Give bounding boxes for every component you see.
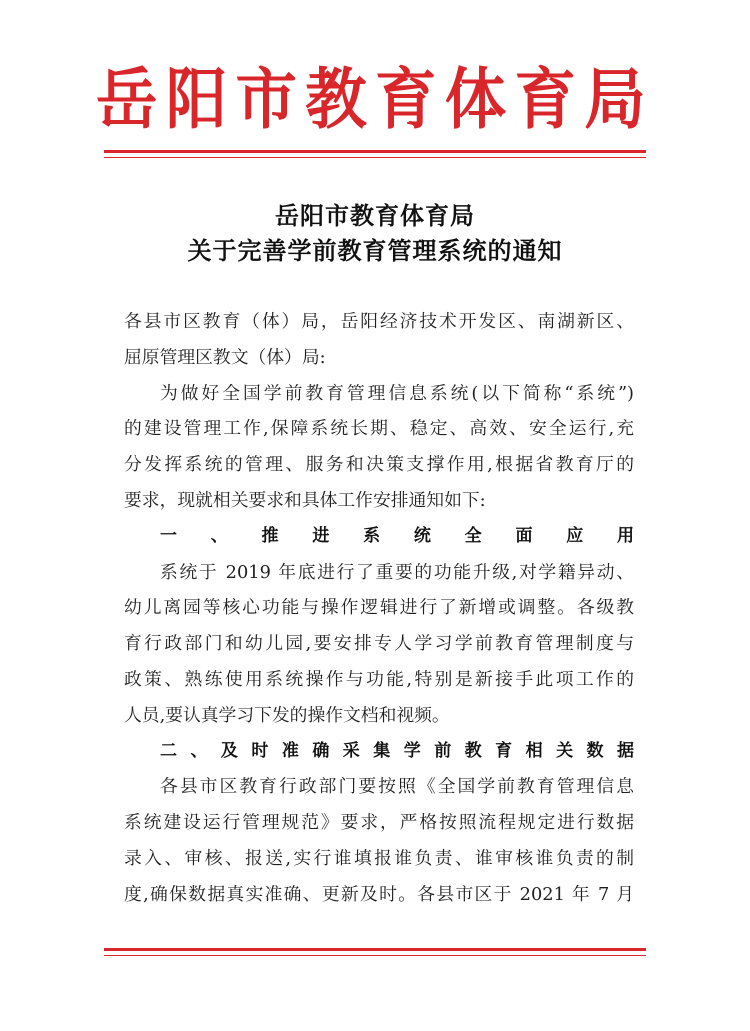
section2-line1: 各县市区教育行政部门要按照《全国学前教育管理信息 [160,776,634,798]
intro-line1: 为做好全国学前教育管理信息系统(以下简称“系统”) [160,382,634,404]
section1-line1: 系统于 2019 年底进行了重要的功能升级,对学籍异动、 [160,561,634,583]
intro-line4: 要求，现就相关要求和具体工作安排通知如下: [124,489,486,511]
section1-line3: 育行政部门和幼儿园,要安排专人学习学前教育管理制度与 [124,633,634,655]
section2-line4: 度,确保数据真实准确、更新及时。各县市区于 2021 年 7 月 [124,883,634,905]
section1-line4: 政策、熟练使用系统操作与功能,特别是新接手此项工作的 [124,668,634,690]
header-divider-thin [104,157,646,158]
intro-line2: 的建设管理工作,保障系统长期、稳定、高效、安全运行,充 [124,418,634,440]
section2-line3: 录入、审核、报送,实行谁填报谁负责、谁审核谁负责的制 [124,847,634,869]
section1-line5: 人员,要认真学习下发的操作文档和视频。 [124,704,450,726]
intro-line3: 分发挥系统的管理、服务和决策支撑作用,根据省教育厅的 [124,454,634,476]
footer-divider-thick [104,948,646,951]
section1-line2: 幼儿离园等核心功能与操作逻辑进行了新增或调整。各级教 [124,597,634,619]
footer-divider-thin [104,955,646,956]
section1-heading: 一、推进系统全面应用 [160,525,634,546]
document-body [124,304,634,913]
section2-line2: 系统建设运行管理规范》要求，严格按照流程规定进行数据 [124,812,634,834]
document-title-line1: 岳阳市教育体育局 [275,201,475,230]
document-title-line2: 关于完善学前教育管理系统的通知 [187,236,563,265]
section2-heading: 二、及时准确采集学前教育相关数据 [160,740,634,761]
issuing-organization-header: 岳阳市教育体育局 [96,60,654,138]
recipients-line1: 各县市区教育（体）局，岳阳经济技术开发区、南湖新区、 [124,311,634,332]
recipients-line2: 屈原管理区教文（体）局: [124,346,326,368]
header-divider-thick [104,150,646,153]
